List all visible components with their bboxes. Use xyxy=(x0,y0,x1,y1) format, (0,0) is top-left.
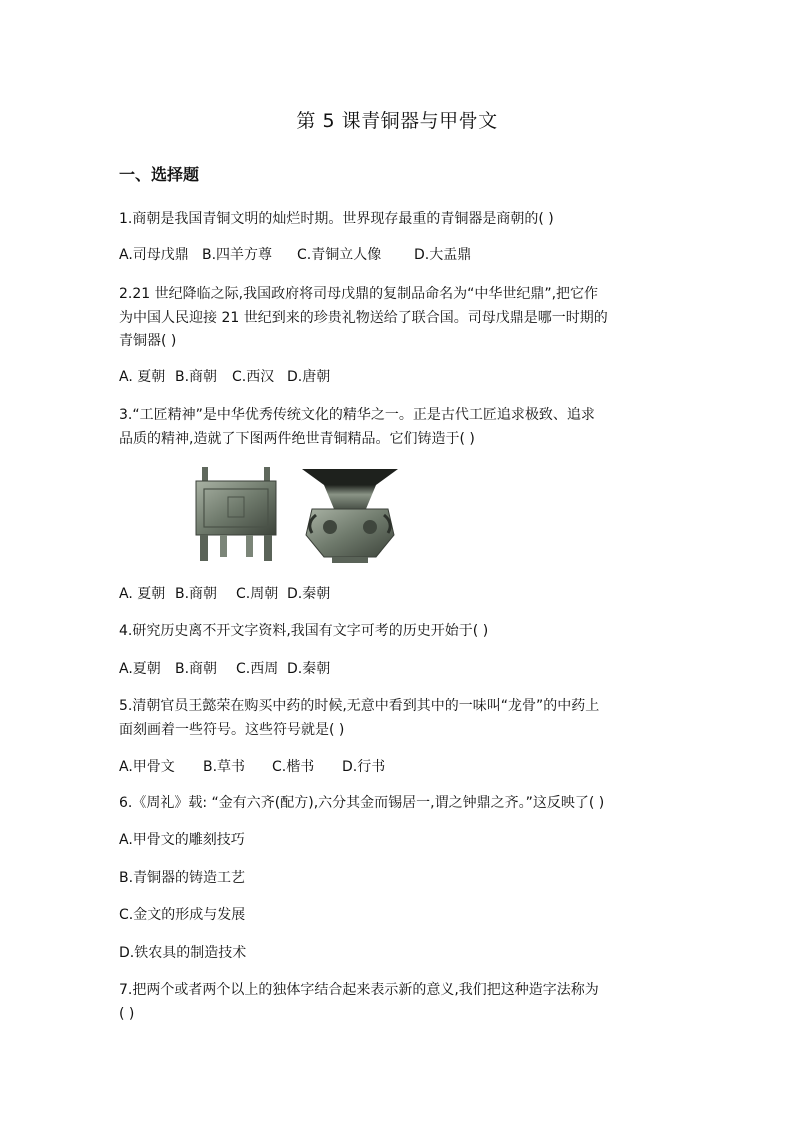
q1-option-d: D.大盂鼎 xyxy=(414,247,472,263)
ding-vessel-icon xyxy=(196,467,276,561)
q4-option-b: B.商朝 xyxy=(175,661,218,677)
question-4-text: 4.研究历史离不开文字资料,我国有文字可考的历史开始于( ) xyxy=(119,623,489,639)
q3-option-a: A. 夏朝 xyxy=(119,586,166,602)
question-7-line-2: ( ) xyxy=(119,1006,135,1022)
q3-option-b: B.商朝 xyxy=(175,586,218,602)
q4-option-c: C.西周 xyxy=(236,661,279,677)
q4-option-d: D.秦朝 xyxy=(287,661,331,677)
zun-vessel-icon xyxy=(302,469,398,563)
question-3-line-2: 品质的精神,造就了下图两件绝世青铜精品。它们铸造于( ) xyxy=(119,431,475,447)
q5-option-b: B.草书 xyxy=(203,759,246,775)
q2-option-d: D.唐朝 xyxy=(287,369,331,385)
question-7-line-1: 7.把两个或者两个以上的独体字结合起来表示新的意义,我们把这种造字法称为 xyxy=(119,982,599,998)
q1-option-c: C.青铜立人像 xyxy=(297,247,382,263)
q6-option-a: A.甲骨文的雕刻技巧 xyxy=(119,832,245,848)
question-5-line-1: 5.清朝官员王懿荣在购买中药的时候,无意中看到其中的一味叫“龙骨”的中药上 xyxy=(119,698,600,714)
question-1-text: 1.商朝是我国青铜文明的灿烂时期。世界现存最重的青铜器是商朝的( ) xyxy=(119,211,554,227)
q1-option-a: A.司母戊鼎 xyxy=(119,247,189,263)
q6-option-b: B.青铜器的铸造工艺 xyxy=(119,870,246,886)
section-heading: 一、选择题 xyxy=(119,165,200,184)
question-3-line-1: 3.“工匠精神”是中华优秀传统文化的精华之一。正是古代工匠追求极致、追求 xyxy=(119,407,595,423)
bronze-images xyxy=(190,465,420,565)
q5-option-c: C.楷书 xyxy=(272,759,315,775)
q5-option-a: A.甲骨文 xyxy=(119,759,175,775)
q6-option-d: D.铁农具的制造技术 xyxy=(119,945,247,961)
bronze-vessels-illustration xyxy=(190,465,420,565)
q6-option-c: C.金文的形成与发展 xyxy=(119,907,246,923)
q2-option-b: B.商朝 xyxy=(175,369,218,385)
question-6-text: 6.《周礼》载: “金有六齐(配方),六分其金而锡居一,谓之钟鼎之齐。”这反映了( ) xyxy=(119,795,605,811)
q3-option-c: C.周朝 xyxy=(236,586,279,602)
page-title: 第 5 课青铜器与甲骨文 xyxy=(296,110,498,132)
question-5-line-2: 面刻画着一些符号。这些符号就是( ) xyxy=(119,722,345,738)
q5-option-d: D.行书 xyxy=(342,759,386,775)
q1-option-b: B.四羊方尊 xyxy=(202,247,273,263)
q4-option-a: A.夏朝 xyxy=(119,661,161,677)
q3-option-d: D.秦朝 xyxy=(287,586,331,602)
question-2-line-2: 为中国人民迎接 21 世纪到来的珍贵礼物送给了联合国。司母戊鼎是哪一时期的 xyxy=(119,310,608,326)
question-2-line-1: 2.21 世纪降临之际,我国政府将司母戊鼎的复制品命名为“中华世纪鼎”,把它作 xyxy=(119,286,599,302)
question-2-line-3: 青铜器( ) xyxy=(119,333,177,349)
q2-option-a: A. 夏朝 xyxy=(119,369,166,385)
q2-option-c: C.西汉 xyxy=(232,369,275,385)
